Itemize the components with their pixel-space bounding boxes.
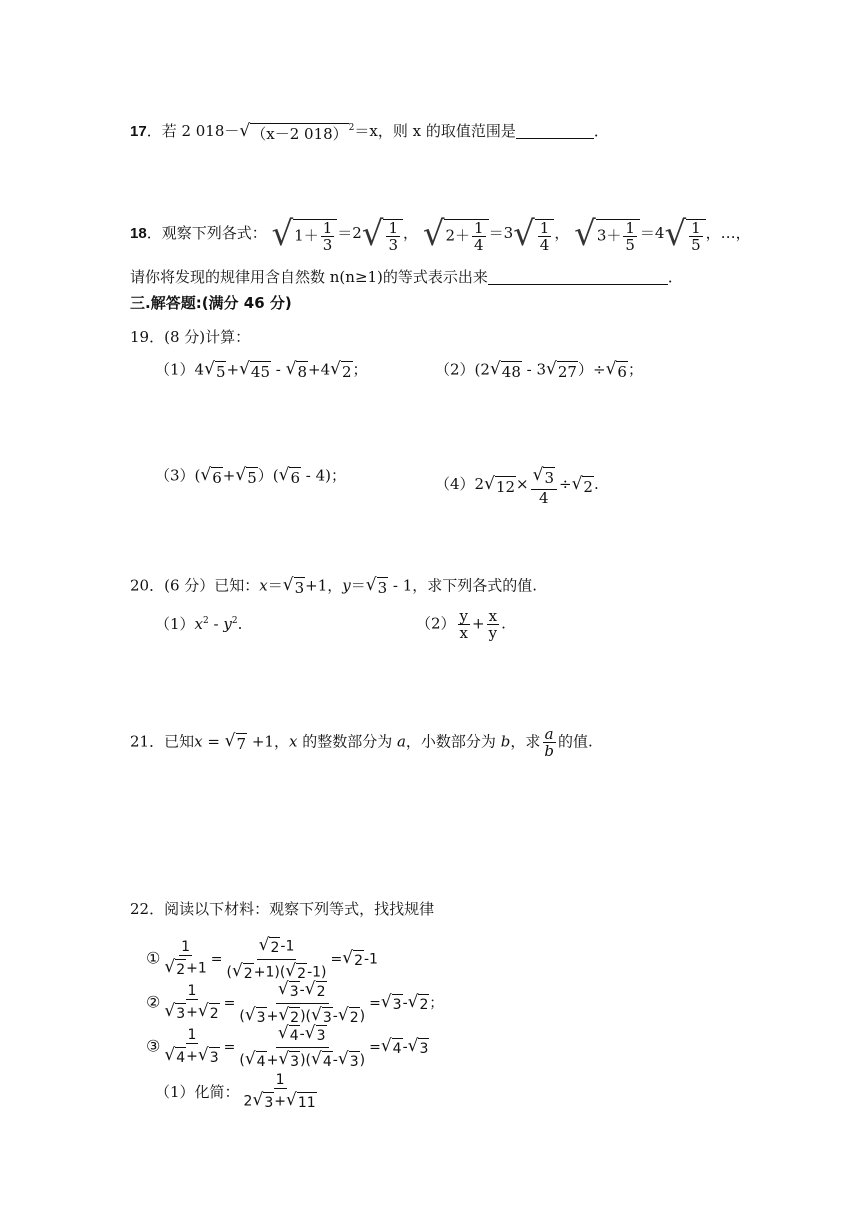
sqrt-expression: √ $\frac{1}{4}$	[513, 214, 554, 254]
sqrt-expression: √ 2	[571, 473, 593, 496]
sqrt-expression: √ $\frac{1}{5}$	[664, 214, 705, 254]
q22-row-3: ③ 1 √ 4 + √ 3 = √ 4 - √ 3 ( √ 4 + √ 3 )( √ 4 - √ 3 ) = √ 4 - √ 3	[146, 1022, 429, 1073]
sqrt-expression: √ 6	[200, 465, 222, 487]
question-number: 17	[130, 123, 147, 140]
fraction: $\frac{1}{4}$	[539, 219, 550, 254]
sqrt-expression: √ 3	[282, 575, 305, 597]
question-20-part-1: $(1)x^2 - y^2$.	[155, 615, 243, 633]
fraction: $\frac{1}{5}$	[625, 219, 635, 254]
sqrt-expression: √ 12	[484, 473, 516, 496]
exponent: 2	[348, 123, 355, 133]
fraction: $\frac{y}{x}$	[459, 607, 469, 642]
question-17: 17．若 2 018－ √ （x－2 018） $^2$＝x，则 x 的取值范围是 ．	[130, 120, 609, 143]
fraction: 1 √ 4 + √ 3	[162, 1027, 221, 1069]
fraction: √ 4 - √ 3 ( √ 4 + √ 3 )( √ 4 - √ 3 )	[237, 1022, 367, 1073]
fraction: √ 3 4	[531, 464, 557, 506]
sqrt-expression: √ （x－2 018）	[239, 120, 348, 143]
sqrt-expression: √ 27	[546, 359, 577, 381]
question-21: 21．已知x = √ 7 +1，x 的整数部分为 a，小数部分为 b，求 $\frac{a}{b}$ 的值.	[130, 725, 593, 760]
q18-text-2: 请你将发现的规律用含自然数 n(n≥1)的等式表示出来	[130, 268, 488, 286]
sqrt-expression: √ 6	[278, 465, 301, 487]
q18-text: ．观察下列各式：	[146, 224, 267, 242]
section-heading: 三.解答题:(满分 46 分)	[130, 294, 292, 312]
answer-blank[interactable]	[516, 122, 594, 139]
question-19-part-2: （2）(2 √ 48 - 3 √ 27 ）÷ √ 6 ；	[435, 359, 643, 381]
sqrt-expression: √ 7	[224, 731, 247, 753]
question-18: 18．观察下列各式： √ 1＋ $\frac{1}{3}$ ＝2 √ $\frac{1}{3}$ ， √ 2＋ $\frac{1}{4}$ ＝3 √ $\frac{1}{4}$ ， √ 3＋ $\frac{1}{5}$ ＝4 √ $\frac{1}{5}$ ，…，	[130, 214, 751, 254]
fraction: $\frac{1}{4}$	[474, 219, 484, 254]
answer-blank[interactable]	[488, 268, 668, 285]
sqrt-expression: √ 3	[365, 575, 388, 597]
fraction: √ 2 -1 ( √ 2 +1)( √ 2 -1)	[224, 934, 328, 985]
sqrt-expression: √ 1＋ $\frac{1}{3}$	[271, 214, 337, 254]
sqrt-expression: √ 45	[239, 359, 270, 381]
sqrt-expression: √ 8	[285, 359, 307, 381]
sqrt-expression: √ 5	[204, 359, 226, 381]
question-18-line-2: 请你将发现的规律用含自然数 n(n≥1)的等式表示出来 ．	[130, 268, 683, 286]
sqrt-expression: √ 3＋ $\frac{1}{5}$	[574, 214, 640, 254]
question-19-part-1: （1）4 √ 5 + √ 45 - √ 8 +4 √ 2 ；	[155, 359, 368, 381]
fraction: √ 3 - √ 2 ( √ 3 + √ 2 )( √ 3 - √ 2 )	[237, 978, 367, 1029]
fraction: $\frac{a}{b}$	[544, 725, 554, 760]
sqrt-expression: √ 2＋ $\frac{1}{4}$	[423, 214, 489, 254]
sqrt-expression: √ 2	[330, 359, 352, 381]
question-20-part-2: （2） $\frac{y}{x}$ + $\frac{x}{y}$ .	[416, 607, 506, 642]
fraction: $\frac{1}{3}$	[388, 219, 399, 254]
fraction: 1 √ 3 + √ 2	[162, 983, 221, 1025]
fraction: $\frac{1}{3}$	[322, 219, 333, 254]
fraction: 1 2 √ 3 + √ 11	[242, 1072, 319, 1114]
fraction: $\frac{1}{5}$	[691, 219, 701, 254]
sqrt-expression: √ 5	[235, 465, 257, 487]
question-22-part-1: （1）化简： 1 2 √ 3 + √ 11	[155, 1072, 321, 1114]
question-19-part-4: （4）2 √ 12 × √ 3 4 ÷ √ 2 .	[435, 465, 599, 507]
sqrt-expression: √ $\frac{1}{3}$	[362, 214, 403, 254]
q22-row-2: ② 1 √ 3 + √ 2 = √ 3 - √ 2 ( √ 3 + √ 2 )( √ 3 - √ 2 ) = √ 3 - √ 2 ；	[146, 978, 443, 1029]
question-20-heading: 20．(6 分）已知：x＝ √ 3 +1，y＝ √ 3 - 1，求下列各式的值.	[130, 575, 538, 597]
question-19-part-3: （3）( √ 6 + √ 5 ）( √ 6 - 4)；	[155, 465, 347, 487]
sqrt-expression: √ 48	[489, 359, 521, 381]
q17-text: ．若 2 018－	[146, 122, 240, 140]
sqrt-expression: √ 6	[605, 359, 627, 381]
fraction: $\frac{x}{y}$	[488, 607, 498, 642]
question-22-heading: 22．阅读以下材料：观察下列等式，找找规律	[130, 900, 435, 918]
fraction: 1 √ 2 +1	[162, 939, 208, 981]
q22-row-1: ① 1 √ 2 +1 = √ 2 -1 ( √ 2 +1)( √ 2 -1) = √ 2 -1	[146, 934, 378, 985]
q17-text-2: ＝x，则 x 的取值范围是	[354, 122, 516, 140]
question-number: 18	[130, 225, 147, 242]
question-19-heading: 19．(8 分)计算：	[130, 328, 251, 346]
